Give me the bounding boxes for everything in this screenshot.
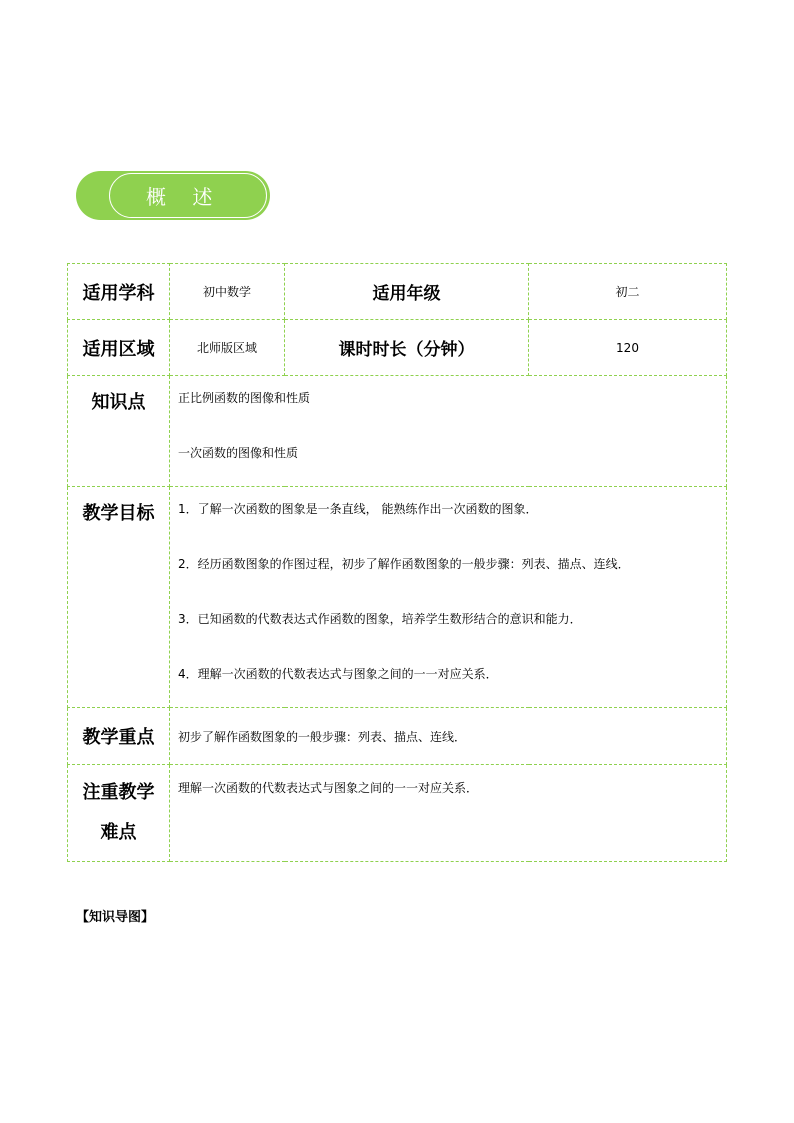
goal-item: 1．了解一次函数的图象是一条直线， 能熟练作出一次函数的图象． [178,502,538,516]
duration-label: 课时时长（分钟） [285,320,529,376]
table-row [68,765,727,862]
section-title: 概 述 [146,185,223,209]
difficulty-label [68,765,170,862]
overview-table [67,263,727,862]
table-row [68,376,727,487]
goal-item: 4．理解一次函数的代数表达式与图象之间的一一对应关系． [178,667,498,681]
section-banner-inner [109,173,267,218]
duration-value: 120 [529,320,727,376]
key-point-text: 初步了解作函数图象的一般步骤：列表、描点、连线． [170,708,727,765]
table-row [68,708,727,765]
region-label: 适用区域 [68,320,170,376]
table-row [68,320,727,376]
grade-label: 适用年级 [285,264,529,320]
goals-label: 教学目标 [68,487,170,708]
table-row [68,487,727,708]
knowledge-content [170,376,727,487]
difficulty-text: 理解一次函数的代数表达式与图象之间的一一对应关系． [170,765,727,862]
grade-value: 初二 [529,264,727,320]
table-row [68,264,727,320]
goal-item: 3．已知函数的代数表达式作函数的图象，培养学生数形结合的意识和能力． [178,612,582,626]
knowledge-map-label: 【知识导图】 [76,910,155,925]
knowledge-item: 一次函数的图像和性质 [178,446,299,460]
key-point-label: 教学重点 [68,708,170,765]
knowledge-item: 正比例函数的图像和性质 [178,391,311,405]
subject-value: 初中数学 [170,264,285,320]
goal-item: 2．经历函数图象的作图过程，初步了解作函数图象的一般步骤：列表、描点、连线． [178,557,630,571]
knowledge-label: 知识点 [68,376,170,487]
goals-content [170,487,727,708]
section-banner [76,171,270,220]
subject-label: 适用学科 [68,264,170,320]
region-value: 北师版区域 [170,320,285,376]
difficulty-label-line2: 难点 [100,822,137,843]
difficulty-label-line1: 注重教学 [82,782,155,803]
